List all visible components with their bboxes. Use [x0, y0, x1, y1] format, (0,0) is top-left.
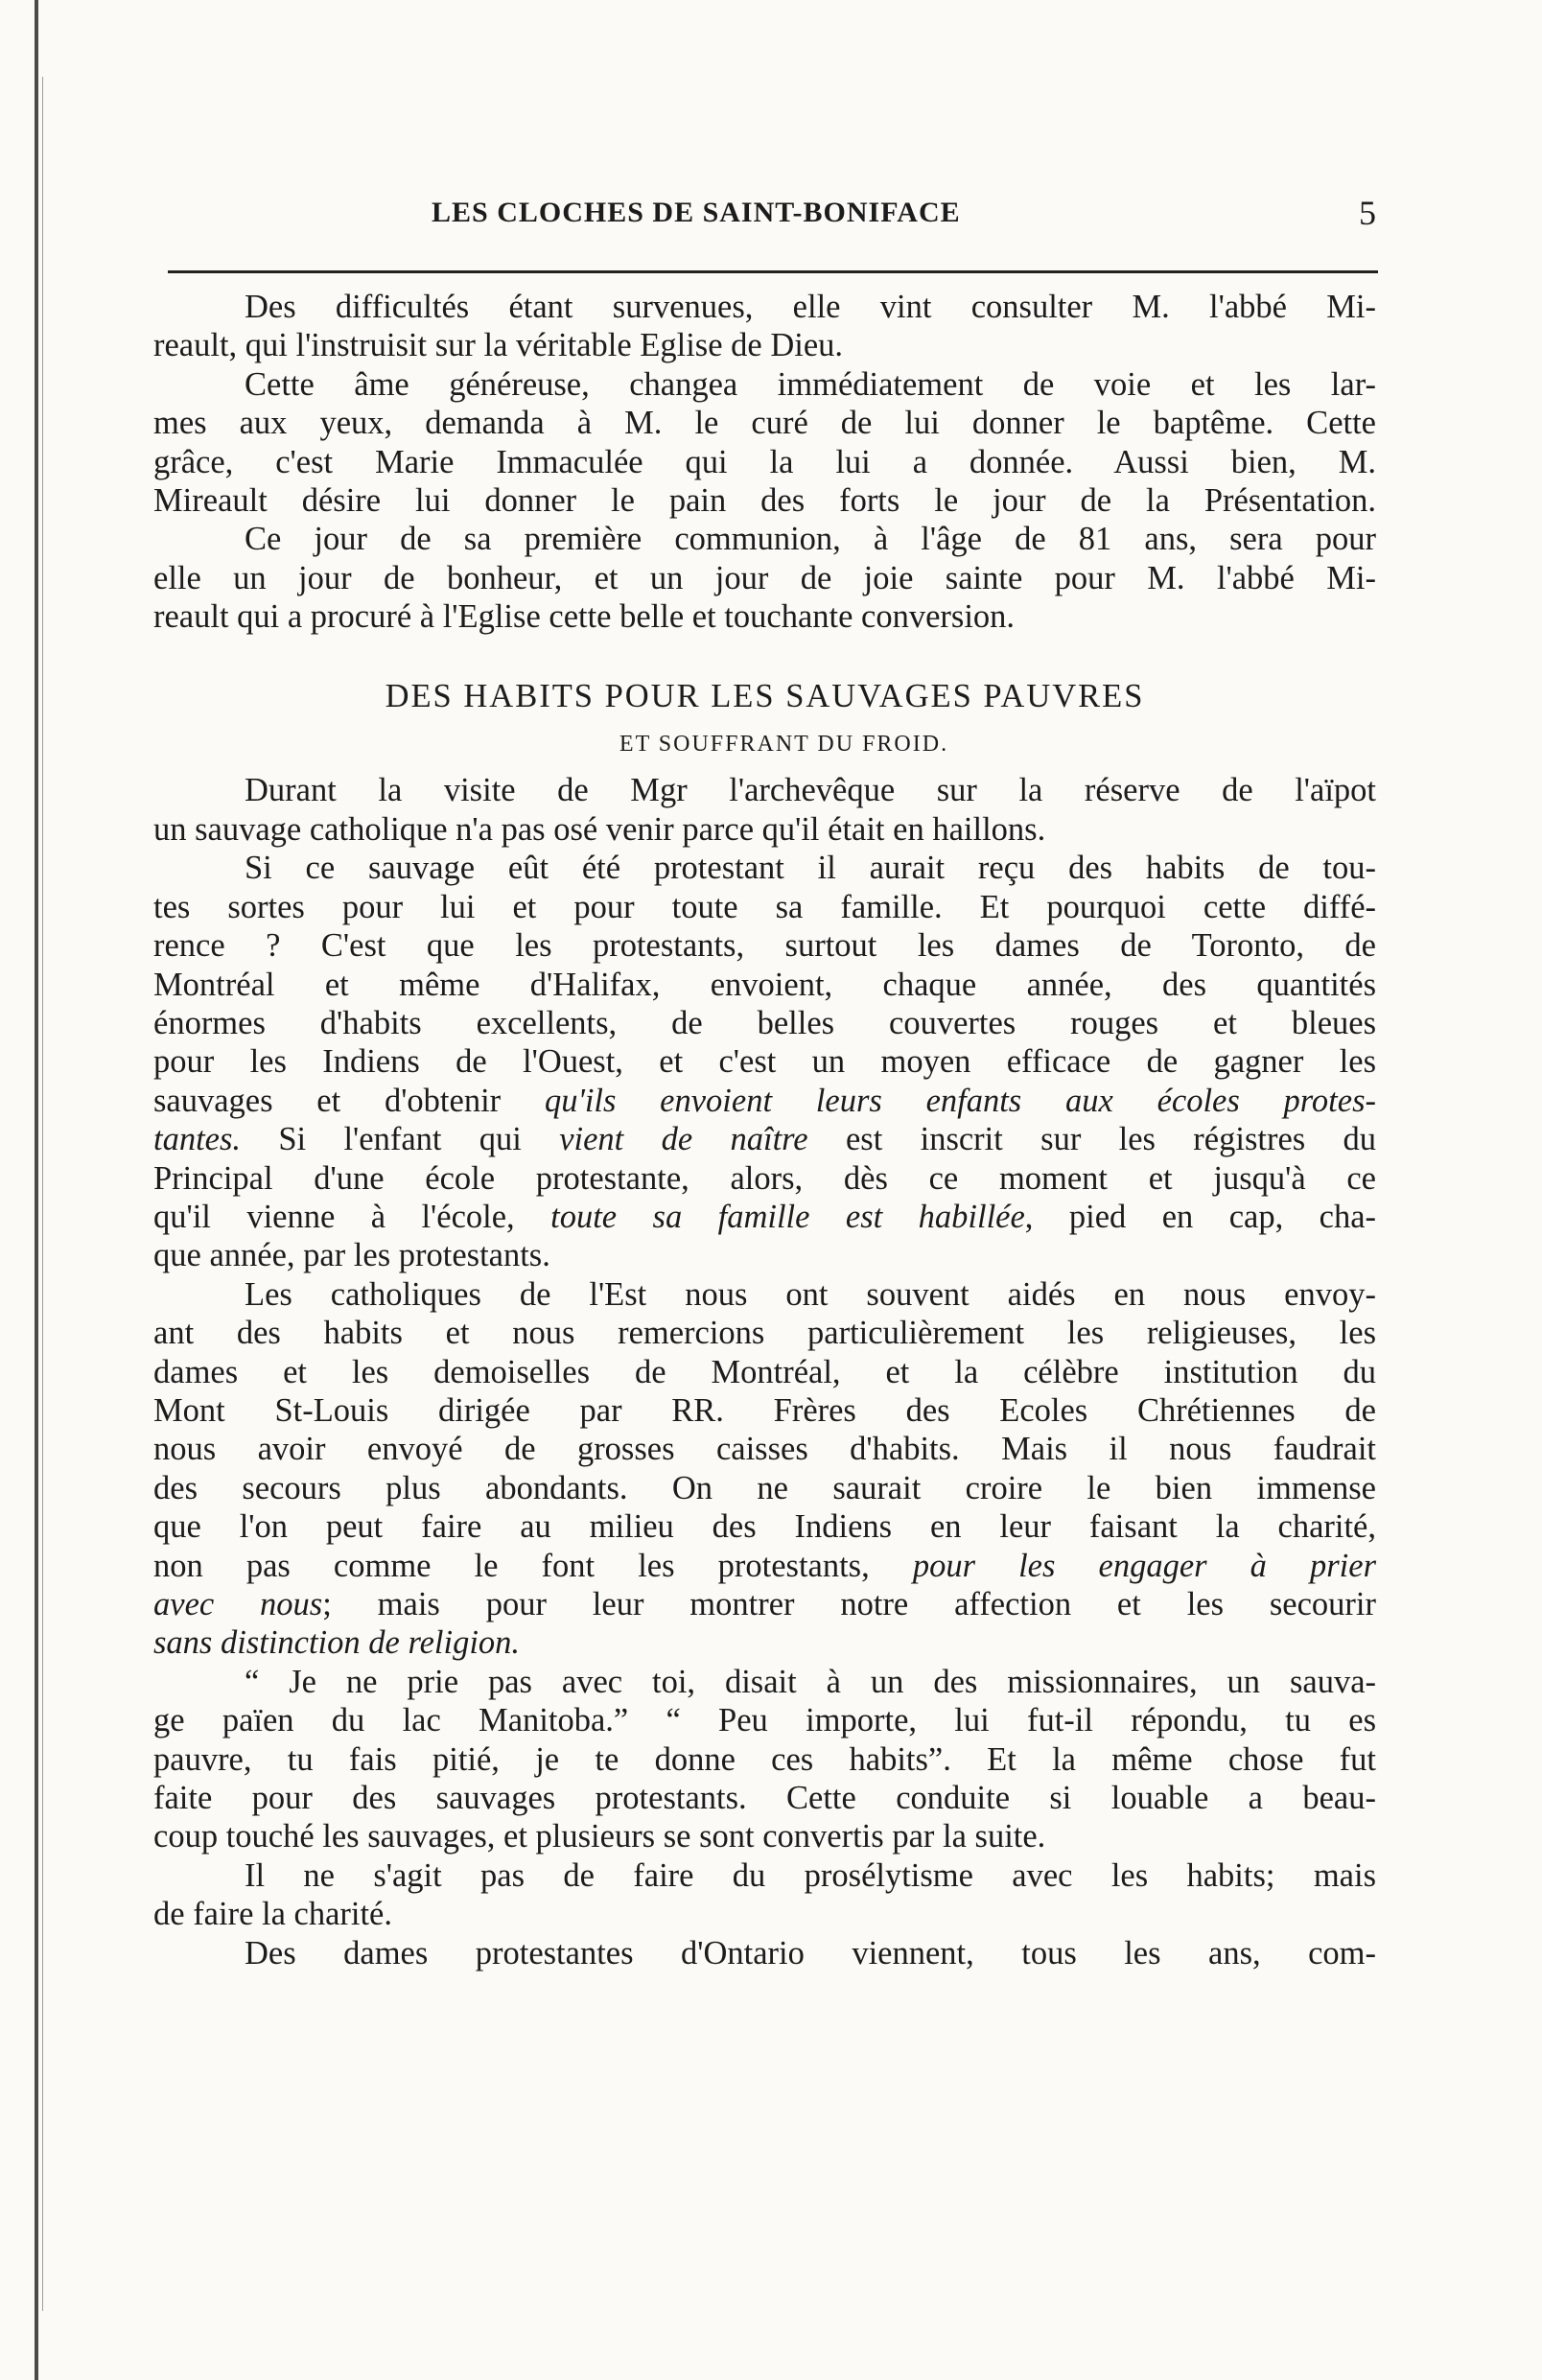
text-run: sauvages et d'obtenir: [153, 1082, 502, 1119]
text-line: elle un jour de bonheur, et un jour de joie sainte pour M. l'abbé Mi-: [153, 559, 1376, 596]
text-line: Les catholiques de l'Est nous ont souvent aidés en nous envoy-: [245, 1275, 1376, 1313]
text-line: ant des habits et nous remercions particulièrement les religieuses, les: [153, 1315, 1376, 1352]
text-run: , pied en cap, cha-: [1024, 1198, 1376, 1235]
text-line: énormes d'habits excellents, de belles couvertes rouges et bleues: [153, 1004, 1376, 1041]
text-line: ge païen du lac Manitoba.” “ Peu importe, lui fut-il répondu, tu es: [153, 1702, 1376, 1739]
page-number: 5: [1359, 194, 1376, 232]
text-line: reault qui a procuré à l'Eglise cette belle et touchante conversion.: [153, 598, 1016, 636]
text-line: pour les Indiens de l'Ouest, et c'est un moyen efficace de gagner les: [153, 1043, 1376, 1081]
text-line: pauvre, tu fais pitié, je te donne ces habits”. Et la même chose fut: [153, 1740, 1376, 1778]
text-line: nous avoir envoyé de grosses caisses d'habits. Mais il nous faudrait: [153, 1431, 1376, 1468]
paragraph: [153, 1934, 1376, 1972]
paragraph: [153, 1856, 1376, 1934]
text-line: que l'on peut faire au milieu des Indiens en leur faisant la charité,: [153, 1508, 1376, 1546]
section-heading: DES HABITS POUR LES SAUVAGES PAUVRES: [385, 677, 1145, 714]
paragraph: [153, 1275, 1376, 1663]
text-line: [153, 1120, 1376, 1158]
text-line: tes sortes pour lui et pour toute sa famille. Et pourquoi cette diffé-: [153, 888, 1376, 925]
text-line: grâce, c'est Marie Immaculée qui la lui a donnée. Aussi bien, M.: [153, 443, 1376, 480]
text-line: Ce jour de sa première communion, à l'âge de 81 ans, sera pour: [245, 521, 1376, 558]
running-header: [168, 194, 1376, 245]
binding-line: [42, 77, 43, 2311]
italic-run: avec nous: [153, 1586, 323, 1622]
text-line: un sauvage catholique n'a pas osé venir parce qu'il était en haillons.: [153, 810, 1046, 848]
text-line: mes aux yeux, demanda à M. le curé de lui donner le baptême. Cette: [153, 405, 1376, 442]
text-run: est inscrit sur les régistres du: [845, 1121, 1377, 1158]
header-rule: [168, 270, 1378, 273]
text-run: Si l'enfant qui: [278, 1121, 522, 1158]
text-line: Il ne s'agit pas de faire du prosélytisme avec les habits; mais: [245, 1856, 1376, 1894]
italic-run: tantes.: [153, 1121, 242, 1158]
text-line: reault, qui l'instruisit sur la véritable Eglise de Dieu.: [153, 327, 844, 364]
paragraph: [153, 1663, 1376, 1856]
text-line: de faire la charité.: [153, 1896, 392, 1933]
italic-run: vient de naître: [559, 1121, 808, 1158]
text-line: faite pour des sauvages protestants. Cette conduite si louable a beau-: [153, 1780, 1376, 1817]
page-binding-edge: [0, 0, 58, 2380]
text-run: ; mais pour leur montrer notre affection et les secourir: [322, 1586, 1376, 1622]
paragraph: [153, 849, 1376, 1274]
running-title: LES CLOCHES DE SAINT-BONIFACE: [432, 197, 961, 228]
section-subheading: ET SOUFFRANT DU FROID.: [619, 732, 949, 758]
text-line: Cette âme généreuse, changea immédiatement de voie et les lar-: [245, 365, 1376, 403]
italic-run: qu'ils envoient leurs enfants aux écoles protes-: [544, 1082, 1376, 1119]
text-line: [153, 1198, 1376, 1236]
italic-run: sans distinction de religion.: [153, 1624, 521, 1662]
text-line: Mont St-Louis dirigée par RR. Frères des Ecoles Chrétiennes de: [153, 1391, 1376, 1429]
text-line: [153, 1082, 1376, 1120]
text-line: Principal d'une école protestante, alors, dès ce moment et jusqu'à ce: [153, 1159, 1376, 1197]
paragraph: [153, 520, 1376, 636]
text-line: coup touché les sauvages, et plusieurs se sont convertis par la suite.: [153, 1818, 1046, 1855]
text-line: Montréal et même d'Halifax, envoient, chaque année, des quantités: [153, 966, 1376, 1003]
text-line: Si ce sauvage eût été protestant il aurait reçu des habits de tou-: [245, 850, 1376, 887]
text-line: des secours plus abondants. On ne saurait croire le bien immense: [153, 1469, 1376, 1506]
text-line: rence ? C'est que les protestants, surtout les dames de Toronto, de: [153, 927, 1376, 965]
text-line: Mireault désire lui donner le pain des forts le jour de la Présentation.: [153, 482, 1376, 520]
italic-run: toute sa famille est habillée: [550, 1198, 1025, 1235]
paragraph: [153, 771, 1376, 849]
italic-run: pour les engager à prier: [912, 1547, 1376, 1584]
text-line: dames et les demoiselles de Montréal, et la célèbre institution du: [153, 1353, 1376, 1390]
text-line: “ Je ne prie pas avec toi, disait à un des missionnaires, un sauva-: [245, 1663, 1376, 1700]
paragraph: [153, 288, 1376, 365]
text-line: [153, 1623, 1376, 1662]
text-line: Durant la visite de Mgr l'archevêque sur la réserve de l'aïpot: [245, 772, 1376, 809]
text-line: [153, 1585, 1376, 1623]
text-line: que année, par les protestants.: [153, 1237, 550, 1274]
binding-shadow: [35, 0, 38, 2380]
page-body: [153, 288, 1376, 1972]
text-line: Des difficultés étant survenues, elle vint consulter M. l'abbé Mi-: [245, 289, 1376, 325]
text-line: Des dames protestantes d'Ontario viennent, tous les ans, com-: [245, 1934, 1376, 1972]
paragraph: [153, 365, 1376, 521]
text-line: [153, 1547, 1376, 1585]
text-run: non pas comme le font les protestants,: [153, 1547, 870, 1584]
text-run: qu'il vienne à l'école,: [153, 1198, 515, 1235]
